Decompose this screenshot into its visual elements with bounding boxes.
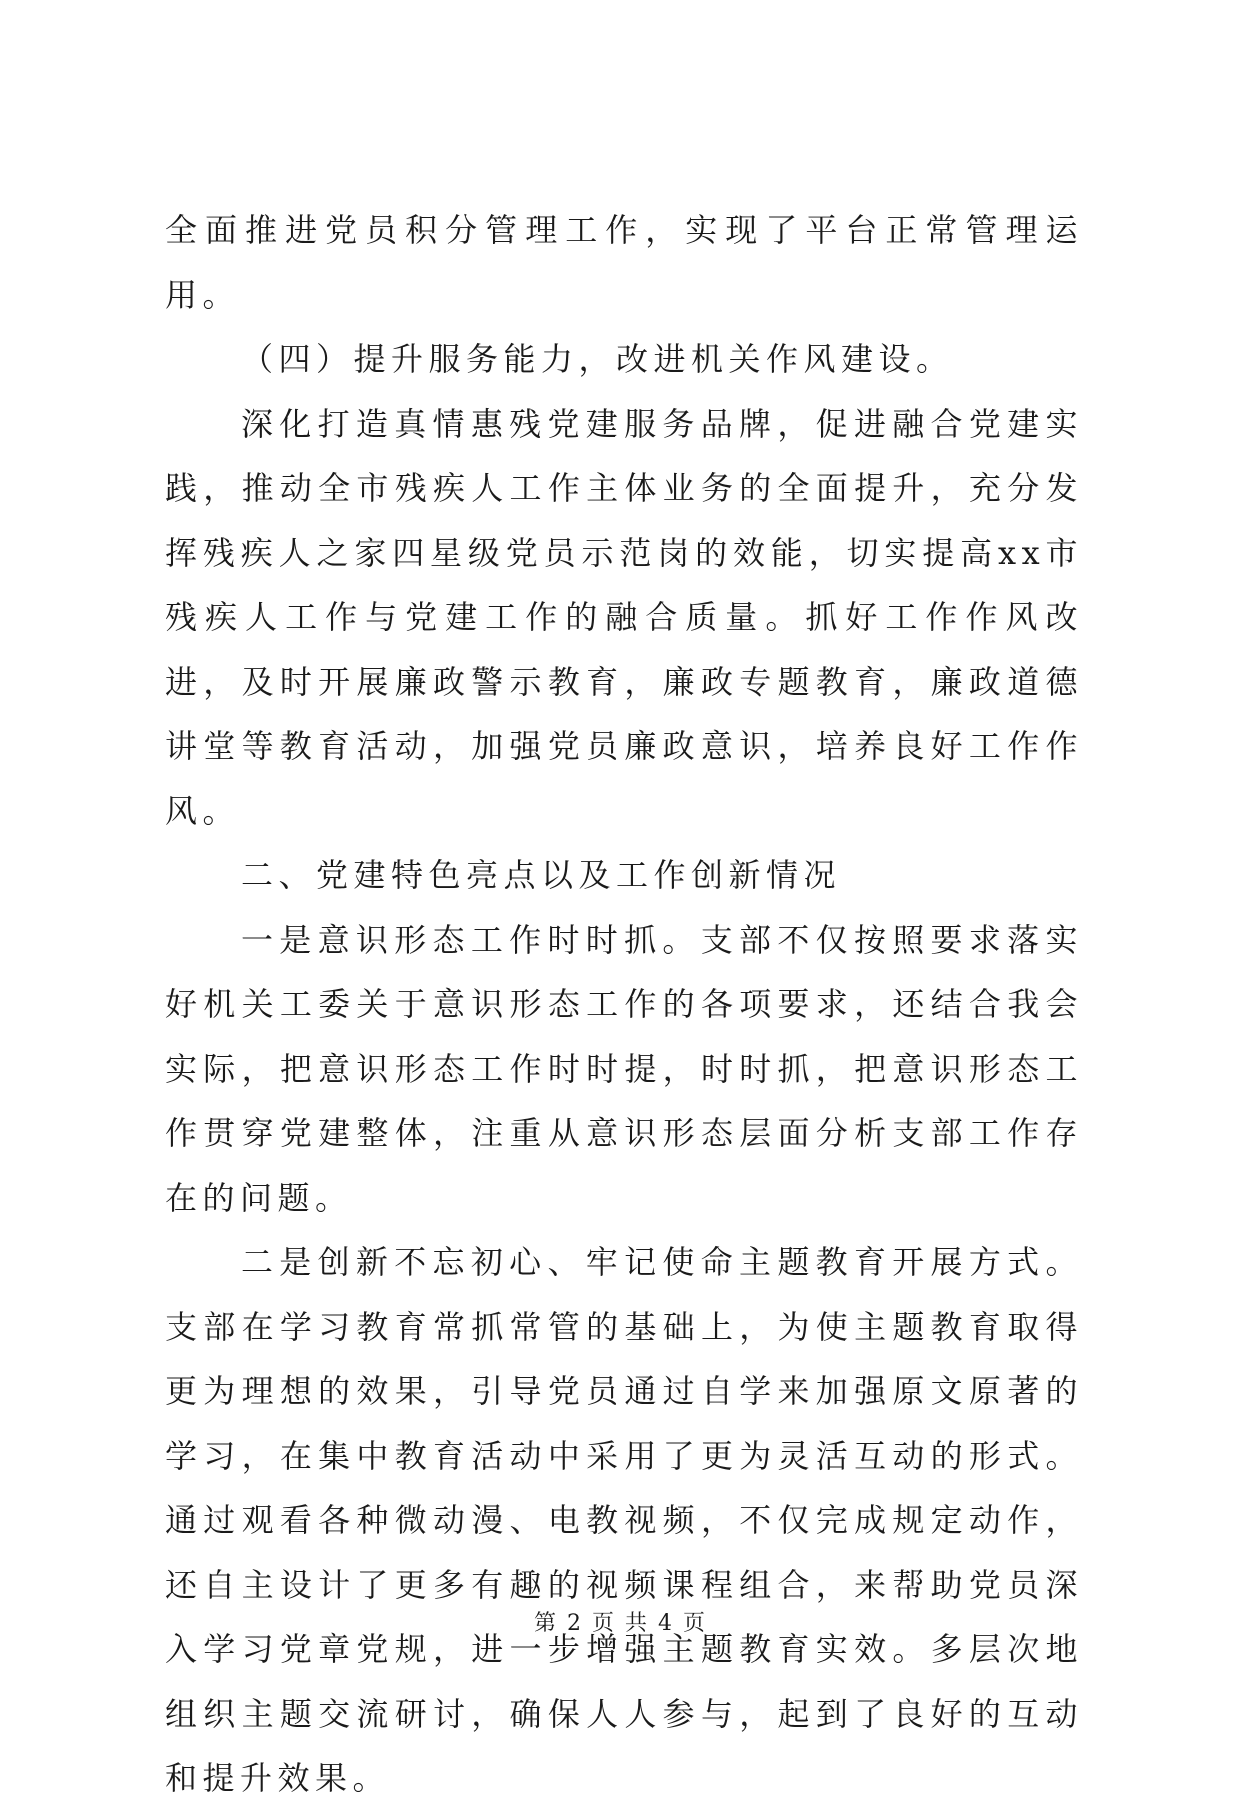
section-heading-four: （四）提升服务能力，改进机关作风建设。	[241, 340, 954, 378]
document-body	[165, 198, 1083, 1811]
section-heading-two: 二、党建特色亮点以及工作创新情况	[241, 856, 842, 894]
paragraph-continuation: 全面推进党员积分管理工作，实现了平台正常管理运用。	[165, 211, 1083, 314]
paragraph-service-capability: 深化打造真情惠残党建服务品牌，促进融合党建实践，推动全市残疾人工作主体业务的全面提升，充分发挥残疾人之家四星级党员示范岗的效能，切实提高xx市残疾人工作与党建工作的融合质量。抓好工作作风改进，及时开展廉政警示教育，廉政专题教育，廉政道德讲堂等教育活动，加强党员廉政意识，培养良好工作作风。	[165, 404, 1083, 830]
paragraph-ideology-work: 一是意识形态工作时时抓。支部不仅按照要求落实好机关工委关于意识形态工作的各项要求，还结合我会实际，把意识形态工作时时提，时时抓，把意识形态工作贯穿党建整体，注重从意识形态层面分析支部工作存在的问题。	[165, 920, 1083, 1217]
page-number-footer: 第 2 页 共 4 页	[534, 1611, 707, 1636]
paragraph-theme-education: 二是创新不忘初心、牢记使命主题教育开展方式。支部在学习教育常抓常管的基础上，为使主题教育取得更为理想的效果，引导党员通过自学来加强原文原著的学习，在集中教育活动中采用了更为灵活互动的形式。通过观看各种微动漫、电教视频，不仅完成规定动作，还自主设计了更多有趣的视频课程组合，来帮助党员深入学习党章党规，进一步增强主题教育实效。多层次地组织主题交流研讨，确保人人参与，起到了良好的互动和提升效果。	[165, 1243, 1083, 1797]
